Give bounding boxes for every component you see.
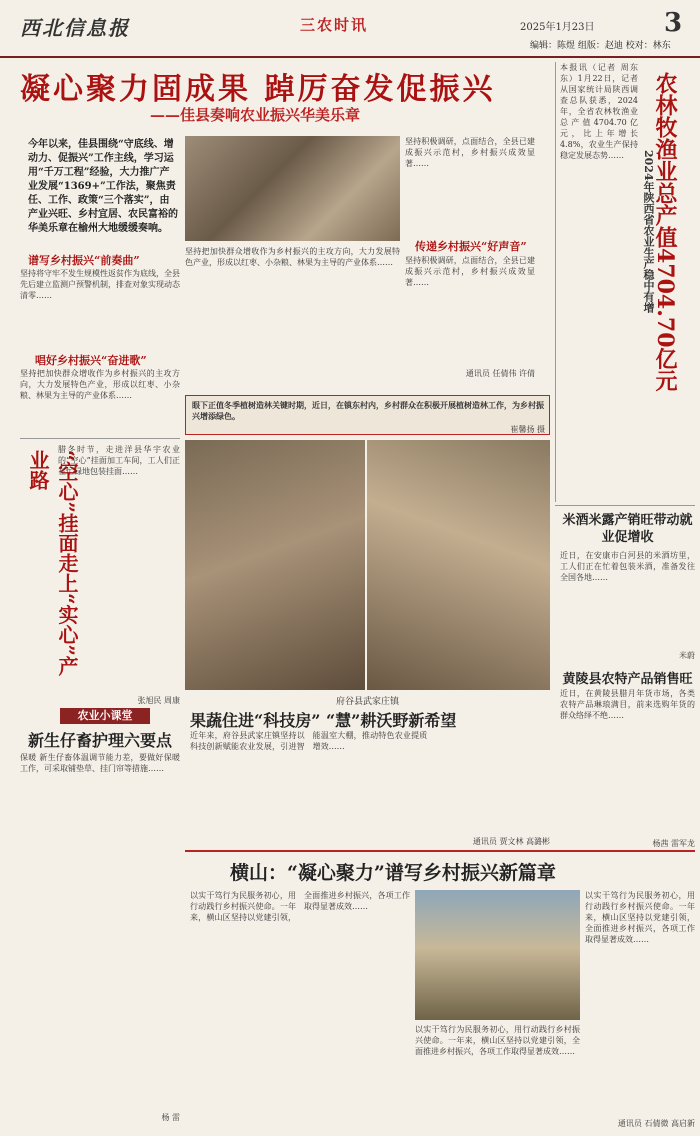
bottom-divider (185, 850, 695, 852)
mid-author: 通讯员 贾文林 高潞彬 (472, 837, 550, 846)
mid-photo-right (367, 440, 550, 690)
photo-caption-author: 崔馨扬 摄 (510, 425, 545, 434)
page-number: 3 (664, 8, 683, 38)
side-body: 本报讯（记者 周东东）1月22日，记者从国家统计局陕西调查总队获悉，2024年，全省农林牧渔业总产值4704.70亿元，比上年增长4.8%，农业生产保持稳定发展态势…… (560, 63, 638, 160)
farm-body: 保暖 新生仔畜体温调节能力差，要做好保暖工作，可采取铺垫草、挂门帘等措施…… (20, 753, 180, 773)
lead-body-middle: 坚持把加快群众增收作为乡村振兴的主攻方向，大力发展特色产业，形成以红枣、小杂粮、林果为主导的产业体系…… (185, 247, 400, 267)
section-name: 三农时讯 (300, 16, 369, 34)
right-headline-1: 米酒米露产销旺带动就业促增收 (562, 513, 693, 545)
lead-body-3: 坚持积极调研，点面结合，全县已建成振兴示范村，乡村振兴成效显著…… (405, 256, 535, 287)
photo-caption: 眼下正值冬季植树造林关键时期，近日，在镇东村内，乡村群众在积极开展植树造林工作，为乡村振兴增添绿色。 (192, 400, 544, 421)
farm-headline: 新生仔畜护理六要点 (27, 731, 172, 750)
right-body-1: 近日，在安康市白河县的米酒坊里，工人们正在忙着包装米酒，准备发往全国各地…… (560, 551, 695, 582)
lead-subhead-1: 谱写乡村振兴“前奏曲” (28, 254, 140, 267)
lead-subhead-3: 传递乡村振兴“好声音” (415, 240, 527, 253)
issue-date: 2025年1月23日 (520, 22, 595, 33)
bottom-photo (415, 890, 580, 1020)
right-body-2: 近日，在黄陵县腊月年货市场，各类农特产品琳琅满目，前来选购年货的群众络绎不绝…… (560, 689, 695, 720)
left2-body: 腊冬时节，走进洋县华宇农业的“空心”挂面加工车间，工人们正在忙碌地包装挂面…… (58, 445, 180, 476)
mid-body: 近年来，府谷县武家庄镇坚持以科技创新赋能农业发展，引进智能温室大棚，推动特色农业提质增效…… (190, 731, 428, 751)
divider-left (20, 438, 180, 439)
lead-headline: 凝心聚力固成果 踔厉奋发促振兴 (20, 72, 496, 107)
lead-subhead-2: 唱好乡村振兴“奋进歌” (35, 354, 147, 367)
lead-intro: 今年以来，佳县围绕“守底线、增动力、促振兴”工作主线，学习运用“千万工程”经验，大力推广产业发展“1369+”工作法，聚焦责任、工作、政策“三个落实”，由产业兴旺、乡村宜居、农民富裕的华美乐章在榆州大地缓缓奏响。 (28, 139, 178, 234)
editor-credits: 编辑：陈煜 组版：赵迪 校对：林东 (530, 41, 671, 51)
mid-photo-caption: 府谷县武家庄镇 (335, 697, 399, 707)
left2-headline: “空心”挂面走上“实心”产业路 (26, 450, 79, 677)
mid-headline: 果蔬住进“科技房” “慧”耕沃野新希望 (190, 711, 457, 730)
bottom-headline: 横山：“凝心聚力”谱写乡村振兴新篇章 (230, 862, 556, 884)
bottom-body-right: 以实干笃行为民服务初心，用行动践行乡村振兴使命。一年来，横山区坚持以党建引领，全面推进乡村振兴，各项工作取得显著成效…… (585, 891, 695, 944)
lead-body-2: 坚持把加快群众增收作为乡村振兴的主攻方向，大力发展特色产业，形成以红枣、小杂粮、林果为主导的产业体系…… (20, 369, 180, 400)
lead-body-right: 坚持积极调研，点面结合，全县已建成振兴示范村，乡村振兴成效显著…… (405, 137, 535, 168)
right-author-2: 杨茜 雷军龙 (652, 839, 695, 848)
column-divider (555, 62, 556, 502)
bottom-body-mid: 以实干笃行为民服务初心，用行动践行乡村振兴使命。一年来，横山区坚持以党建引领，全面推进乡村振兴，各项工作取得显著成效…… (415, 1025, 580, 1056)
lead-photo (185, 136, 400, 241)
farm-author: 杨 雷 (161, 1113, 180, 1122)
lead-author-2: 通讯员 任倩伟 许倩 (465, 369, 535, 378)
mid-photo-left (185, 440, 365, 690)
right-headline-2: 黄陵县农特产品销售旺 (562, 672, 693, 687)
bottom-author: 通讯员 石倩微 高启新 (617, 1119, 695, 1128)
right-author-1: 米蔚 (679, 651, 695, 660)
lead-subheadline: ——佳县奏响农业振兴华美乐章 (150, 106, 361, 124)
bottom-body-left: 以实干笃行为民服务初心，用行动践行乡村振兴使命。一年来，横山区坚持以党建引领，全面推进乡村振兴，各项工作取得显著成效…… (190, 891, 410, 922)
divider-right (555, 505, 695, 506)
lead-body-1: 坚持将守牢不发生规模性返贫作为底线，全县先后建立监测户预警机制，排查对象实现动态清零…… (20, 269, 180, 300)
side-big-title: 农林牧渔业总产值4704.70亿元 (652, 72, 678, 392)
newspaper-brand: 西北信息报 (20, 16, 130, 40)
farm-class-tag: 农业小课堂 (60, 708, 150, 724)
side-title: 2024年陕西省农业生产稳中有增 (642, 150, 655, 313)
left2-author: 张旭民 周康 (137, 696, 180, 705)
